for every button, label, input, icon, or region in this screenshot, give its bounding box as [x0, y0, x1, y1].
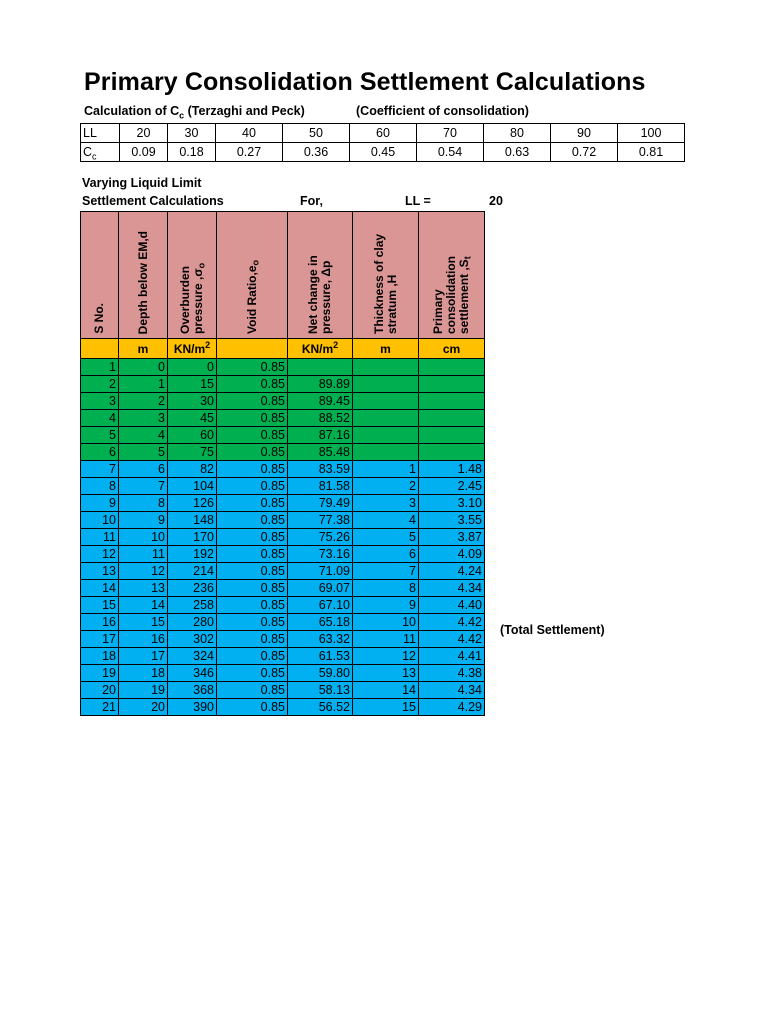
cell-depth: 14 [119, 597, 168, 614]
unit-overburden-main: KN/m [173, 341, 206, 356]
cell-depth: 4 [119, 427, 168, 444]
table-row [81, 410, 485, 427]
cell-settlement: 4.34 [419, 682, 485, 699]
cc-label-suffix: (Terzaghi and Peck) [184, 104, 305, 118]
cell-net-change: 79.49 [288, 495, 353, 512]
cell-net-change: 61.53 [288, 648, 353, 665]
cell-settlement: 4.09 [419, 546, 485, 563]
unit-overburden [168, 339, 217, 359]
cell-depth: 9 [119, 512, 168, 529]
cell-net-change: 58.13 [288, 682, 353, 699]
cell-void-ratio: 0.85 [217, 393, 288, 410]
cell-thickness: 4 [353, 512, 419, 529]
cell-thickness: 8 [353, 580, 419, 597]
cell-sno: 6 [81, 444, 119, 461]
cell-depth: 17 [119, 648, 168, 665]
cell-sno: 15 [81, 597, 119, 614]
cell-overburden: 258 [168, 597, 217, 614]
unit-overburden-sup: 2 [205, 339, 211, 350]
cell-sno: 18 [81, 648, 119, 665]
cell-void-ratio: 0.85 [217, 648, 288, 665]
cell-net-change: 67.10 [288, 597, 353, 614]
cell-sno: 17 [81, 631, 119, 648]
table-row [81, 563, 485, 580]
cc-row-label [81, 143, 120, 162]
col-header-sno [81, 212, 119, 339]
cell-overburden: 324 [168, 648, 217, 665]
cell-depth: 7 [119, 478, 168, 495]
cell-void-ratio: 0.85 [217, 461, 288, 478]
ll-value-cell: 100 [618, 124, 685, 143]
col-header-net-change [288, 212, 353, 339]
cell-depth: 1 [119, 376, 168, 393]
cell-net-change [288, 359, 353, 376]
table-row [81, 529, 485, 546]
col-header-void-ratio [217, 212, 288, 339]
cell-overburden: 82 [168, 461, 217, 478]
cell-net-change: 89.45 [288, 393, 353, 410]
cell-depth: 19 [119, 682, 168, 699]
col-header-settlement [419, 212, 485, 339]
cell-overburden: 170 [168, 529, 217, 546]
cell-depth: 12 [119, 563, 168, 580]
col-header-overburden [168, 212, 217, 339]
cc-value-cell: 0.72 [551, 143, 618, 162]
cell-depth: 2 [119, 393, 168, 410]
cell-overburden: 15 [168, 376, 217, 393]
cell-settlement [419, 393, 485, 410]
table-row [81, 444, 485, 461]
unit-net-change-main: KN/m [301, 341, 334, 356]
cell-net-change: 63.32 [288, 631, 353, 648]
table-row [81, 427, 485, 444]
ll-value-cell: 80 [484, 124, 551, 143]
cc-value-cell: 0.63 [484, 143, 551, 162]
cell-net-change: 69.07 [288, 580, 353, 597]
cell-void-ratio: 0.85 [217, 631, 288, 648]
unit-sno [81, 339, 119, 359]
cell-sno: 13 [81, 563, 119, 580]
cell-thickness: 2 [353, 478, 419, 495]
cell-thickness [353, 359, 419, 376]
cc-row [81, 143, 685, 162]
cell-void-ratio: 0.85 [217, 699, 288, 716]
table-row [81, 461, 485, 478]
cell-settlement: 1.48 [419, 461, 485, 478]
cell-settlement: 4.41 [419, 648, 485, 665]
cell-thickness: 11 [353, 631, 419, 648]
table-row [81, 376, 485, 393]
cell-thickness: 12 [353, 648, 419, 665]
ll-equals-label: LL = [405, 194, 431, 208]
cell-sno: 10 [81, 512, 119, 529]
cell-sno: 12 [81, 546, 119, 563]
cell-void-ratio: 0.85 [217, 529, 288, 546]
cell-settlement: 3.10 [419, 495, 485, 512]
cell-depth: 10 [119, 529, 168, 546]
settlement-main: Primary consolidation settlement ,S [431, 256, 471, 334]
cell-thickness: 13 [353, 665, 419, 682]
void-ratio-main: Void Ratio,e [244, 265, 259, 334]
cc-label-prefix: Calculation of C [84, 104, 180, 118]
ll-value-cell: 30 [168, 124, 216, 143]
cc-value-cell: 0.18 [168, 143, 216, 162]
cell-depth: 6 [119, 461, 168, 478]
overburden-main: Overburden pressure ,σ [178, 265, 205, 334]
cell-thickness: 7 [353, 563, 419, 580]
cell-net-change: 75.26 [288, 529, 353, 546]
cell-void-ratio: 0.85 [217, 614, 288, 631]
cell-depth: 8 [119, 495, 168, 512]
page-title: Primary Consolidation Settlement Calculations [84, 68, 646, 96]
ll-value-cell: 70 [417, 124, 484, 143]
overburden-sub: o [196, 262, 207, 269]
table-row [81, 597, 485, 614]
ll-row-label: LL [81, 124, 120, 143]
void-ratio-sub: o [249, 260, 260, 266]
cell-thickness: 6 [353, 546, 419, 563]
cell-overburden: 390 [168, 699, 217, 716]
table-row [81, 393, 485, 410]
cell-settlement [419, 427, 485, 444]
cc-value-cell: 0.45 [350, 143, 417, 162]
cell-depth: 0 [119, 359, 168, 376]
settlement-calc-label: Settlement Calculations [82, 194, 224, 208]
cell-overburden: 0 [168, 359, 217, 376]
cell-settlement: 2.45 [419, 478, 485, 495]
col-header-settlement-text [430, 212, 473, 338]
cell-settlement [419, 444, 485, 461]
cell-net-change: 85.48 [288, 444, 353, 461]
cc-table [80, 123, 685, 162]
cell-net-change: 77.38 [288, 512, 353, 529]
cell-sno: 11 [81, 529, 119, 546]
unit-net-change [288, 339, 353, 359]
cc-value-cell: 0.54 [417, 143, 484, 162]
cc-calculation-label [84, 104, 305, 121]
table-row [81, 699, 485, 716]
cell-sno: 21 [81, 699, 119, 716]
cell-net-change: 59.80 [288, 665, 353, 682]
cell-net-change: 65.18 [288, 614, 353, 631]
cell-settlement: 3.87 [419, 529, 485, 546]
cell-thickness [353, 376, 419, 393]
cell-overburden: 302 [168, 631, 217, 648]
cell-sno: 5 [81, 427, 119, 444]
col-header-overburden-text [177, 212, 207, 338]
settlement-table-body [81, 359, 485, 716]
cc-label-sub: c [179, 110, 185, 121]
cell-thickness [353, 444, 419, 461]
cell-thickness [353, 393, 419, 410]
cell-void-ratio: 0.85 [217, 597, 288, 614]
cell-net-change: 81.58 [288, 478, 353, 495]
unit-thickness: m [353, 339, 419, 359]
cell-depth: 3 [119, 410, 168, 427]
cell-sno: 1 [81, 359, 119, 376]
table-row [81, 512, 485, 529]
cc-row-label-sub: c [92, 151, 97, 162]
ll-row [81, 124, 685, 143]
cell-void-ratio: 0.85 [217, 682, 288, 699]
cell-net-change: 71.09 [288, 563, 353, 580]
cell-void-ratio: 0.85 [217, 376, 288, 393]
cell-overburden: 280 [168, 614, 217, 631]
table-row [81, 631, 485, 648]
varying-ll-label: Varying Liquid Limit [82, 176, 202, 190]
cell-thickness: 5 [353, 529, 419, 546]
header-row [81, 212, 485, 339]
col-header-sno-text: S No. [92, 303, 106, 334]
cell-void-ratio: 0.85 [217, 580, 288, 597]
table-row [81, 648, 485, 665]
cell-settlement [419, 359, 485, 376]
cell-settlement: 4.29 [419, 699, 485, 716]
cell-depth: 15 [119, 614, 168, 631]
cell-net-change: 89.89 [288, 376, 353, 393]
col-header-thickness [353, 212, 419, 339]
cell-overburden: 45 [168, 410, 217, 427]
cell-net-change: 87.16 [288, 427, 353, 444]
cell-sno: 3 [81, 393, 119, 410]
unit-net-change-sup: 2 [333, 339, 339, 350]
cell-sno: 16 [81, 614, 119, 631]
cell-settlement: 4.42 [419, 631, 485, 648]
cell-void-ratio: 0.85 [217, 546, 288, 563]
cell-net-change: 73.16 [288, 546, 353, 563]
cell-thickness: 15 [353, 699, 419, 716]
cell-settlement: 4.38 [419, 665, 485, 682]
cell-depth: 20 [119, 699, 168, 716]
cell-overburden: 236 [168, 580, 217, 597]
col-header-thickness-text: Thickness of clay stratum ,H [371, 233, 399, 334]
unit-depth: m [119, 339, 168, 359]
cell-thickness [353, 427, 419, 444]
cc-row-label-main: C [83, 145, 93, 159]
ll-value: 20 [489, 194, 503, 208]
total-settlement-note: (Total Settlement) [500, 623, 605, 637]
cell-void-ratio: 0.85 [217, 410, 288, 427]
units-row [81, 339, 485, 359]
cell-sno: 20 [81, 682, 119, 699]
cell-overburden: 126 [168, 495, 217, 512]
ll-value-cell: 40 [216, 124, 283, 143]
table-row [81, 546, 485, 563]
for-label: For, [300, 194, 323, 208]
col-header-depth [119, 212, 168, 339]
col-header-void-ratio-text [244, 256, 261, 338]
cell-sno: 2 [81, 376, 119, 393]
cell-depth: 16 [119, 631, 168, 648]
table-row [81, 682, 485, 699]
cell-settlement: 3.55 [419, 512, 485, 529]
cc-value-cell: 0.36 [283, 143, 350, 162]
cell-void-ratio: 0.85 [217, 359, 288, 376]
cell-depth: 5 [119, 444, 168, 461]
cell-overburden: 104 [168, 478, 217, 495]
table-row [81, 665, 485, 682]
cell-overburden: 214 [168, 563, 217, 580]
ll-value-cell: 60 [350, 124, 417, 143]
settlement-table [80, 211, 485, 716]
cell-settlement: 4.42 [419, 614, 485, 631]
cell-void-ratio: 0.85 [217, 427, 288, 444]
unit-void-ratio [217, 339, 288, 359]
cell-overburden: 346 [168, 665, 217, 682]
cell-sno: 8 [81, 478, 119, 495]
cell-void-ratio: 0.85 [217, 512, 288, 529]
cell-net-change: 83.59 [288, 461, 353, 478]
col-header-depth-text: Depth below EM,d [135, 230, 150, 334]
cell-net-change: 56.52 [288, 699, 353, 716]
col-header-net-change-text: Net change in pressure, Δp [306, 255, 333, 334]
cell-depth: 18 [119, 665, 168, 682]
cc-value-cell: 0.09 [120, 143, 168, 162]
table-row [81, 614, 485, 631]
cell-void-ratio: 0.85 [217, 563, 288, 580]
cell-thickness [353, 410, 419, 427]
cell-overburden: 148 [168, 512, 217, 529]
cell-settlement [419, 376, 485, 393]
table-row [81, 359, 485, 376]
cell-overburden: 60 [168, 427, 217, 444]
unit-settlement: cm [419, 339, 485, 359]
cell-overburden: 368 [168, 682, 217, 699]
cell-void-ratio: 0.85 [217, 665, 288, 682]
cc-value-cell: 0.81 [618, 143, 685, 162]
cell-net-change: 88.52 [288, 410, 353, 427]
table-row [81, 478, 485, 495]
cell-thickness: 14 [353, 682, 419, 699]
cell-thickness: 10 [353, 614, 419, 631]
ll-value-cell: 90 [551, 124, 618, 143]
cell-thickness: 3 [353, 495, 419, 512]
cell-void-ratio: 0.85 [217, 444, 288, 461]
cell-overburden: 75 [168, 444, 217, 461]
table-row [81, 495, 485, 512]
cc-value-cell: 0.27 [216, 143, 283, 162]
cell-overburden: 192 [168, 546, 217, 563]
cell-settlement: 4.40 [419, 597, 485, 614]
settlement-sub: t [462, 256, 473, 260]
cell-sno: 7 [81, 461, 119, 478]
cell-void-ratio: 0.85 [217, 495, 288, 512]
cell-settlement [419, 410, 485, 427]
cell-sno: 4 [81, 410, 119, 427]
cell-thickness: 1 [353, 461, 419, 478]
cell-sno: 9 [81, 495, 119, 512]
cell-depth: 11 [119, 546, 168, 563]
cell-depth: 13 [119, 580, 168, 597]
table-row [81, 580, 485, 597]
ll-value-cell: 20 [120, 124, 168, 143]
cell-sno: 14 [81, 580, 119, 597]
coefficient-label: (Coefficient of consolidation) [356, 104, 529, 118]
cell-overburden: 30 [168, 393, 217, 410]
cell-thickness: 9 [353, 597, 419, 614]
cell-settlement: 4.34 [419, 580, 485, 597]
cell-sno: 19 [81, 665, 119, 682]
cell-settlement: 4.24 [419, 563, 485, 580]
cell-void-ratio: 0.85 [217, 478, 288, 495]
ll-value-cell: 50 [283, 124, 350, 143]
